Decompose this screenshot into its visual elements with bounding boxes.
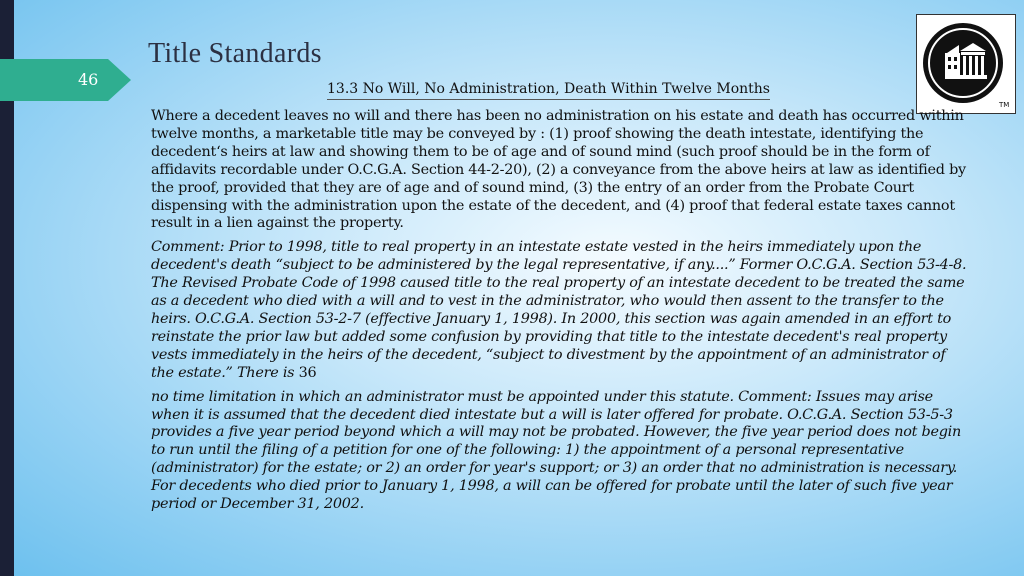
logo xyxy=(916,14,1016,114)
courthouse-icon xyxy=(919,17,1013,111)
slide-number-tab xyxy=(0,59,131,101)
page-reference: 36 xyxy=(298,364,317,381)
paragraph-rule: Where a decedent leaves no will and there has been no administration on his estate and death has occurred within twelve months, a marketable title may be conveyed by : (1) proof showing the death intestate, identifying the decedent‘s heirs at law and showing them to be of age and of sound mind (such proof should be in the form of affidavits recordable under O.C.G.A. Section 44-2-20), (2) a conveyance from the above heirs at law as identified by the proof, provided that they are of age and of sound mind, (3) the entry of an order from the Probate Court dispensing with the administration upon the estate of the decedent, and (4) proof that federal estate taxes cannot result in a lien against the property. xyxy=(151,108,966,232)
comment-1-text: Comment: Prior to 1998, title to real property in an intestate estate vested in the heirs immediately upon the decedent's death “subject to be administered by the legal representative, if any....” Former O.C.G.A. Section 53-4-8. The Revised Probate Code of 1998 caused title to the real property of an intestate decedent to be treated the same as a decedent who died with a will and to vest in the administrator, who would then assent to the transfer to the heirs. O.C.G.A. Section 53-2-7 (effective January 1, 1998). In 2000, this section was again amended in an effort to reinstate the prior law but added some confusion by providing that title to the intestate decedent's real property vests immediately in the heirs of the decedent, “subject to divestment by the appointment of an administrator of the estate.” There is xyxy=(151,239,967,381)
paragraph-comment-2: no time limitation in which an administrator must be appointed under this statute. Comment: Issues may arise when it is assumed that the decedent died intestate but a will is later offered for probate. O.C.G.A. Section 53-5-3 provides a five year period beyond which a will may not be probated. However, the five year period does not begin to run until the filing of a petition for one of the following: 1) the appointment of a personal representative (administrator) for the estate; or 2) an order for year's support; or 3) an order that no administration is necessary. For decedents who died prior to January 1, 1998, a will can be offered for probate until the later of such five year period or December 31, 2002. xyxy=(151,388,962,513)
slide-number: 46 xyxy=(78,70,99,89)
section-subtitle: 13.3 No Will, No Administration, Death Within Twelve Months xyxy=(327,81,770,100)
paragraph-comment-1 xyxy=(151,239,967,382)
body-text xyxy=(151,108,967,520)
page-title: Title Standards xyxy=(148,38,322,69)
trademark-mark: TM xyxy=(999,101,1010,109)
